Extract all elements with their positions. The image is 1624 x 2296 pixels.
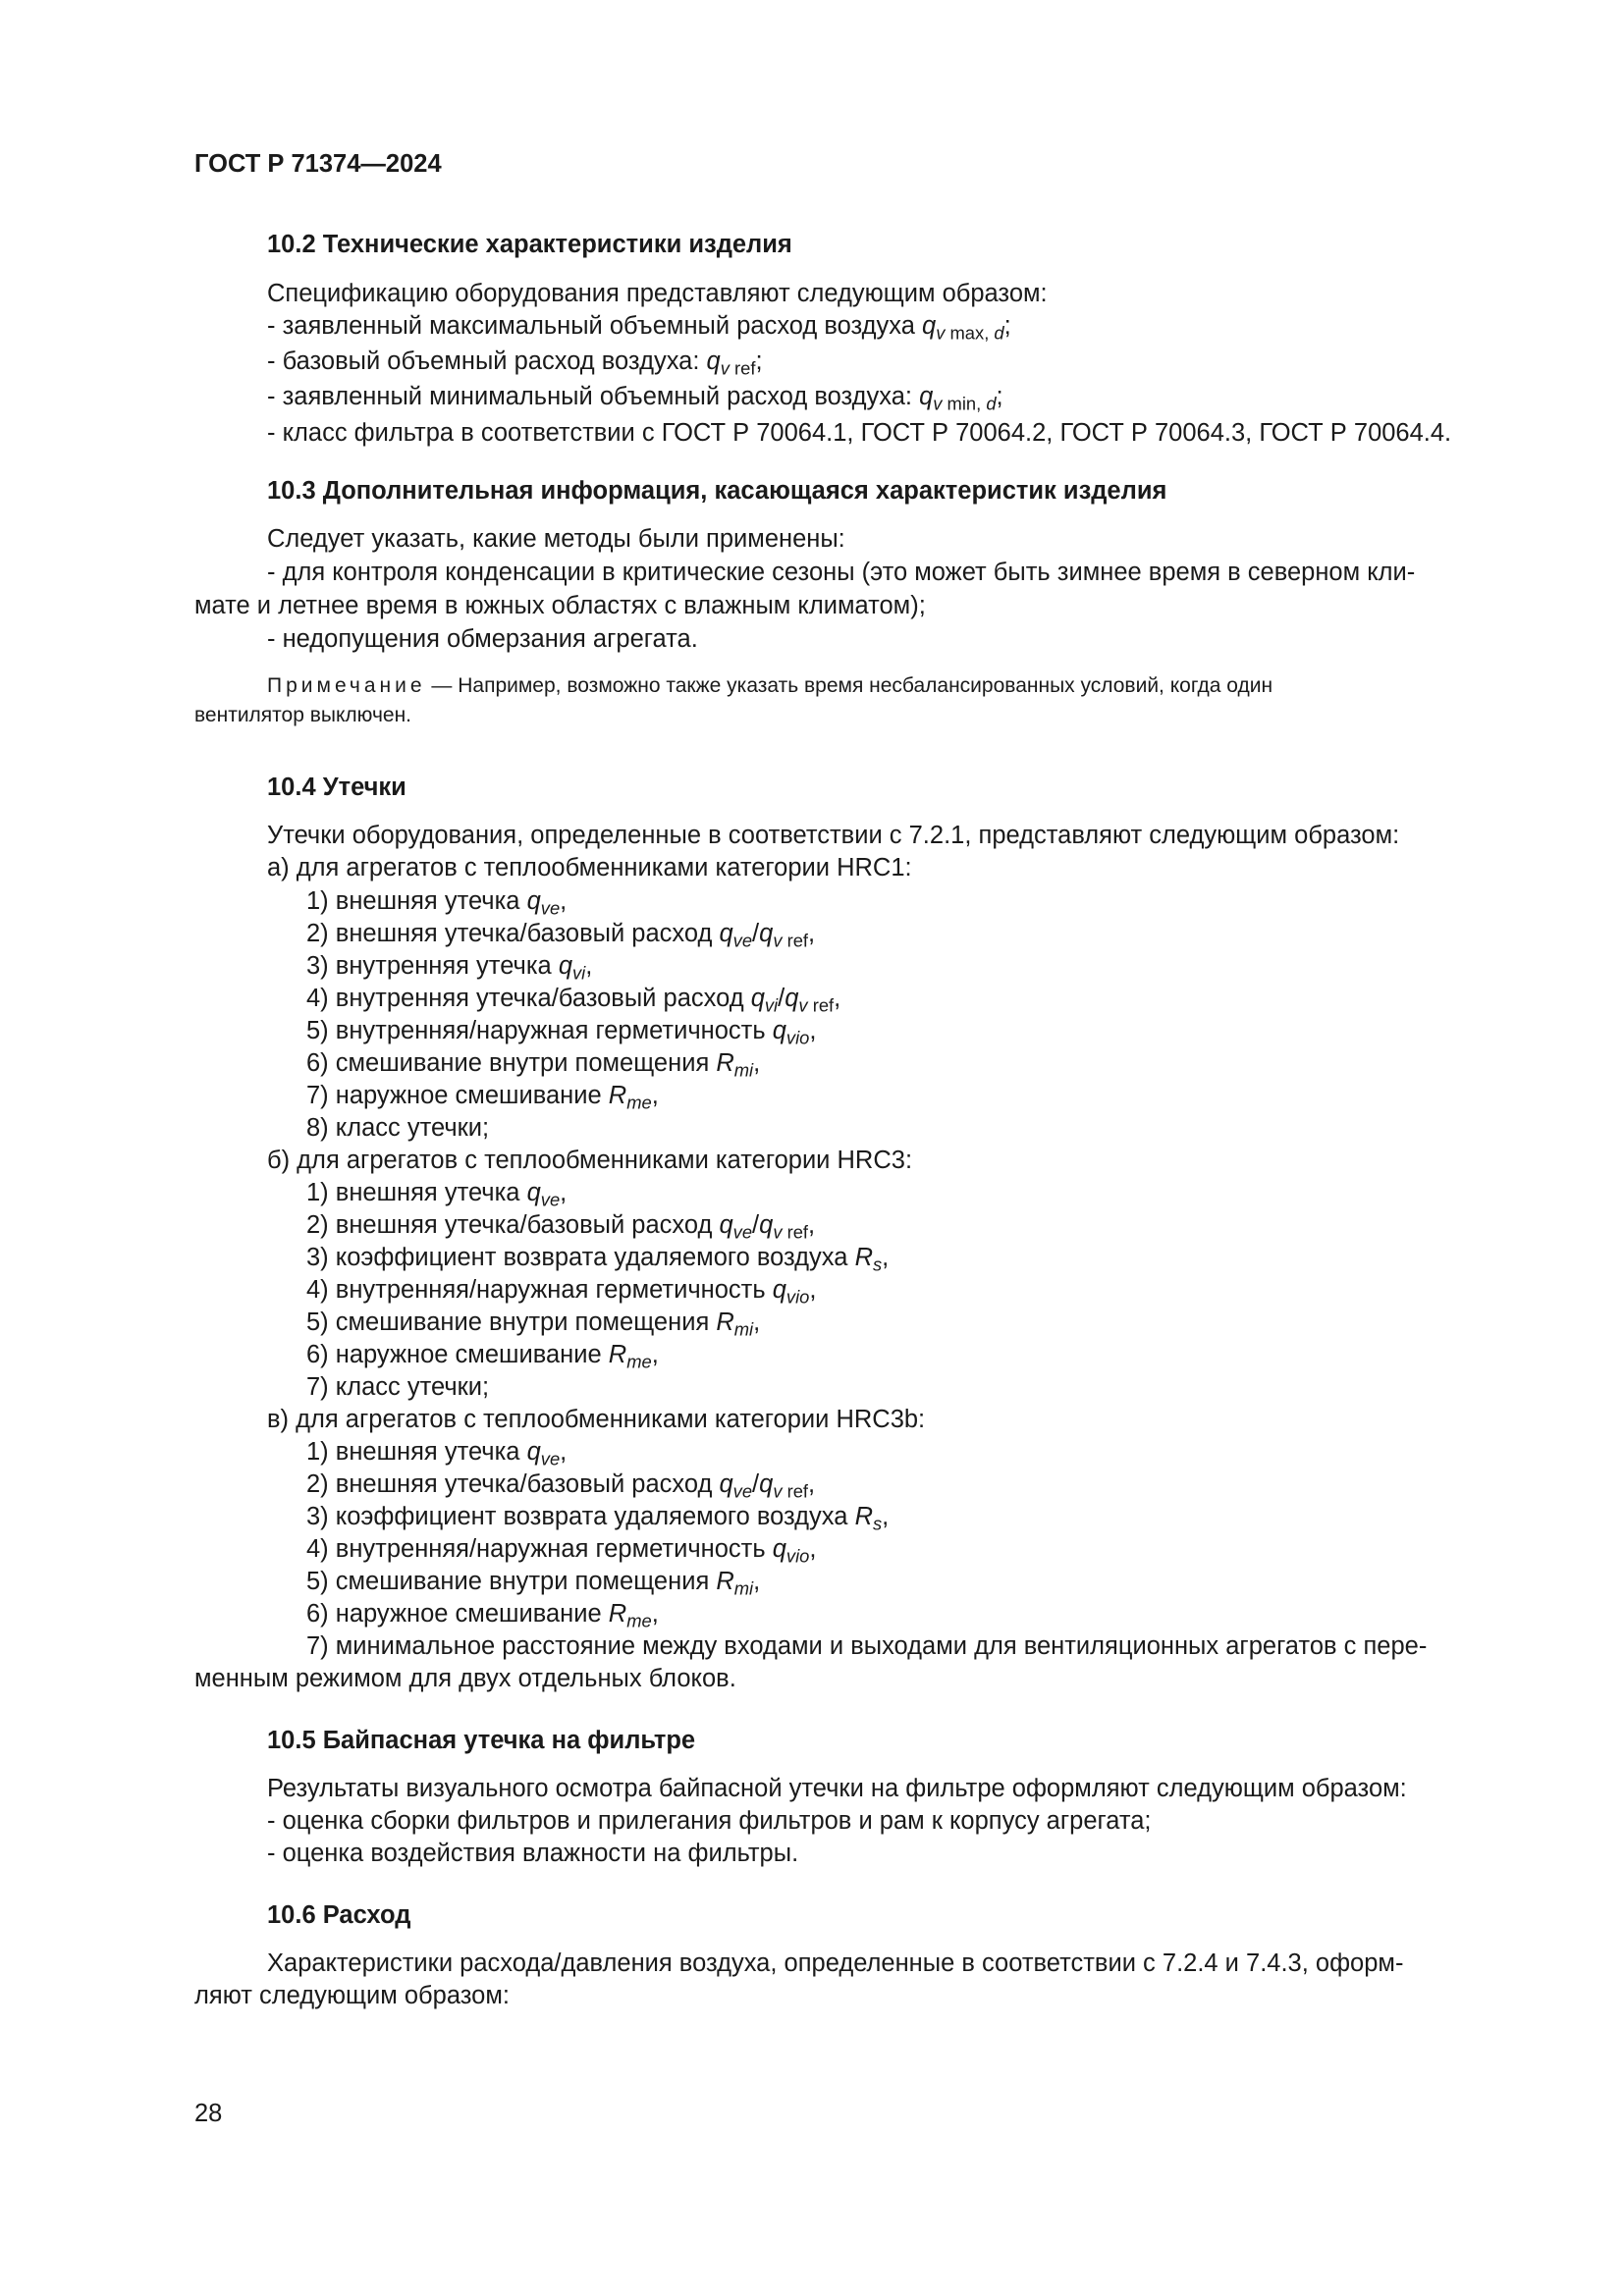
section-heading-10-6: 10.6 Расход bbox=[267, 1901, 411, 1929]
section-heading-10-2: 10.2 Технические характеристики изделия bbox=[267, 231, 792, 258]
list-item: 7) минимальное расстояние между входами и выходами для вентиляционных агрегатов с пере- bbox=[306, 1632, 1428, 1660]
list-item-continuation: менным режимом для двух отдельных блоков. bbox=[194, 1665, 736, 1692]
list-item: в) для агрегатов с теплообменниками категории HRC3b: bbox=[267, 1406, 926, 1433]
list-item: 4) внутренняя/наружная герметичность $q_{vio}$, bbox=[306, 1535, 817, 1567]
list-item: 5) смешивание внутри помещения $R_{mi}$, bbox=[306, 1568, 761, 1599]
list-item: - базовый объемный расход воздуха: $q_{v ref}$; bbox=[267, 347, 763, 379]
list-item: 4) внутренняя утечка/базовый расход $q_{vi}/q_{v ref}$, bbox=[306, 985, 841, 1016]
paragraph-continuation: ляют следующим образом: bbox=[194, 1982, 510, 2009]
list-item: 3) внутренняя утечка $q_{vi}$, bbox=[306, 952, 593, 984]
list-item: - для контроля конденсации в критические сезоны (это может быть зимнее время в северном кли- bbox=[267, 559, 1416, 586]
list-item: 6) наружное смешивание $R_{me}$, bbox=[306, 1341, 659, 1372]
list-item: 2) внешняя утечка/базовый расход $q_{ve}/q_{v ref}$, bbox=[306, 1470, 816, 1502]
list-item: 7) наружное смешивание $R_{me}$, bbox=[306, 1082, 659, 1113]
document-header: ГОСТ Р 71374—2024 bbox=[194, 150, 442, 178]
list-item: 5) смешивание внутри помещения $R_{mi}$, bbox=[306, 1308, 761, 1340]
list-item: - заявленный минимальный объемный расход воздуха: $q_{v min, d}$; bbox=[267, 383, 1003, 414]
section-heading-10-5: 10.5 Байпасная утечка на фильтре bbox=[267, 1727, 696, 1754]
list-item-continuation: мате и летнее время в южных областях с влажным климатом); bbox=[194, 592, 926, 619]
list-item: - класс фильтра в соответствии с ГОСТ Р 70064.1, ГОСТ Р 70064.2, ГОСТ Р 70064.3, ГОСТ Р 70064.4. bbox=[267, 419, 1452, 447]
note: Примечание — Например, возможно также указать время несбалансированных условий, когда один bbox=[267, 674, 1273, 697]
list-item: 1) внешняя утечка $q_{ve}$, bbox=[306, 1179, 568, 1210]
section-heading-10-4: 10.4 Утечки bbox=[267, 774, 406, 801]
list-item: 8) класс утечки; bbox=[306, 1114, 490, 1142]
list-item: - оценка воздействия влажности на фильтры. bbox=[267, 1840, 799, 1867]
list-item: - заявленный максимальный объемный расход воздуха $q_{v max, d}$; bbox=[267, 312, 1011, 344]
list-item: 1) внешняя утечка $q_{ve}$, bbox=[306, 1438, 568, 1469]
list-item: 6) наружное смешивание $R_{me}$, bbox=[306, 1600, 659, 1631]
list-item: б) для агрегатов с теплообменниками категории HRC3: bbox=[267, 1147, 913, 1174]
note-continuation: вентилятор выключен. bbox=[194, 704, 412, 726]
list-item: 2) внешняя утечка/базовый расход $q_{ve}/q_{v ref}$, bbox=[306, 920, 816, 951]
list-item: 3) коэффициент возврата удаляемого воздуха $R_s$, bbox=[306, 1244, 890, 1275]
section-heading-10-3: 10.3 Дополнительная информация, касающаяся характеристик изделия bbox=[267, 477, 1167, 505]
list-item: - недопущения обмерзания агрегата. bbox=[267, 625, 698, 653]
paragraph: Характеристики расхода/давления воздуха, определенные в соответствии с 7.2.4 и 7.4.3, оформ- bbox=[267, 1949, 1404, 1977]
list-item: 4) внутренняя/наружная герметичность $q_{vio}$, bbox=[306, 1276, 817, 1308]
list-item: 3) коэффициент возврата удаляемого воздуха $R_s$, bbox=[306, 1503, 890, 1534]
paragraph: Следует указать, какие методы были применены: bbox=[267, 525, 845, 553]
list-item: 6) смешивание внутри помещения $R_{mi}$, bbox=[306, 1049, 761, 1081]
note-label: Примечание bbox=[267, 674, 426, 697]
list-item: 2) внешняя утечка/базовый расход $q_{ve}/q_{v ref}$, bbox=[306, 1211, 816, 1243]
paragraph: Результаты визуального осмотра байпасной утечки на фильтре оформляют следующим образом: bbox=[267, 1775, 1407, 1802]
list-item: 5) внутренняя/наружная герметичность $q_{vio}$, bbox=[306, 1017, 817, 1048]
page-number: 28 bbox=[194, 2100, 223, 2127]
list-item: - оценка сборки фильтров и прилегания фильтров и рам к корпусу агрегата; bbox=[267, 1807, 1152, 1835]
list-item: 7) класс утечки; bbox=[306, 1373, 490, 1401]
list-item: 1) внешняя утечка $q_{ve}$, bbox=[306, 887, 568, 919]
paragraph: Спецификацию оборудования представляют следующим образом: bbox=[267, 280, 1048, 307]
paragraph: Утечки оборудования, определенные в соответствии с 7.2.1, представляют следующим образом: bbox=[267, 822, 1400, 849]
list-item: а) для агрегатов с теплообменниками категории HRC1: bbox=[267, 854, 912, 881]
